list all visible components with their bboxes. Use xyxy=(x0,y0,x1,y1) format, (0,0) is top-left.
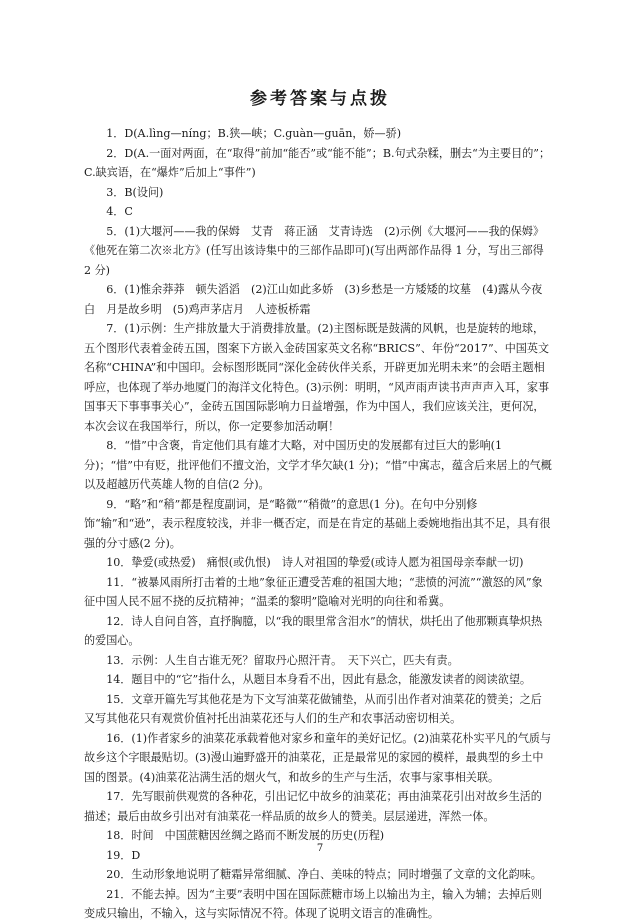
answer-item-10: 10．挚爱(或热爱) 痛恨(或仇恨) 诗人对祖国的挚爱(或诗人愿为祖国母亲奉献一切) xyxy=(106,556,524,569)
answer-item-7: 7．(1)示例：生产排放量大于消费排放量。(2)主图标既是鼓满的风帆，也是旋转的地球，五个图形代表着金砖五国，图案下方嵌入金砖国家英文名称“BRICS”、年份“2017”、中国英文名称“CHINA”和中国印。会标图形既同“深化金砖伙伴关系，开辟更加光明未来”的会晤主题相呼应，也体现了举办地厦门的海洋文化特色。(3)示例：明明，“风声雨声读书声声声入耳，家事国事天下事事事关心”，金砖五国国际影响力日益增强，作为中国人，我们应该关注，更何况，本次会议在我国举行，所以，你一定要参加活动啊！ xyxy=(84,322,550,433)
answer-item-15: 15．文章开篇先写其他花是为下文写油菜花做铺垫，从而引出作者对油菜花的赞美；之后又写其他花只有观赏价值衬托出油菜花还与人们的生产和农事活动密切相关。 xyxy=(84,692,542,725)
answer-item-16: 16．(1)作者家乡的油菜花承载着他对家乡和童年的美好记忆。(2)油菜花朴实平凡的气质与故乡这个字眼最贴切。(3)漫山遍野盛开的油菜花，正是最常见的家园的模样，最典型的乡土中国的图景。(4)油菜花沾满生活的烟火气，和故乡的生产与生活，农事与家事相关联。 xyxy=(84,731,552,784)
answer-item-6: 6．(1)惟余莽莽 顿失滔滔 (2)江山如此多娇 (3)乡愁是一方矮矮的坟墓 (4)露从今夜白 月是故乡明 (5)鸡声茅店月 人迹板桥霜 xyxy=(84,283,543,316)
answer-item-20: 20．生动形象地说明了糖霜异常细腻、净白、美味的特点；同时增强了文章的文化韵味。 xyxy=(106,868,542,881)
answer-item-2: 2．D(A.一面对两面，在“取得”前加“能否”或“能不能”；B.句式杂糅，删去“为主要目的”；C.缺宾语，在“爆炸”后加上“事件”) xyxy=(84,146,551,179)
answer-item-14: 14．题目中的“它”指什么，从题目本身看不出，因此有悬念，能激发读者的阅读欲望。 xyxy=(106,673,532,686)
answer-item-5: 5．(1)大堰河——我的保姆 艾青 蒋正涵 艾青诗选 (2)示例《大堰河——我的保姆》《他死在第二次※北方》(任写出该诗集中的三部作品即可)(写出两部作品得 1 分，写出三部得 2 分) xyxy=(84,224,545,277)
answer-item-9: 9．“略”和“稍”都是程度副词，是“略微”“稍微”的意思(1 分)。在句中分别修饰“输”和“逊”，表示程度较浅，并非一概否定，而是在肯定的基础上委婉地指出其不足，具有很强的分寸感(2 分)。 xyxy=(84,497,551,550)
answer-list xyxy=(84,124,552,924)
answer-item-8: 8．“惜”中含褒，肯定他们具有雄才大略，对中国历史的发展都有过巨大的影响(1 分)；“惜”中有贬，批评他们不擅文治，文学才华欠缺(1 分)；“惜”中寓志，蕴含后来居上的气概以及超越历代英雄人物的自信(2 分)。 xyxy=(84,439,552,491)
page-number: 7 xyxy=(316,843,324,854)
answer-item-21: 21．不能去掉。因为“主要”表明中国在国际蔗糖市场上以输出为主，输入为辅；去掉后则变成只输出，不输入，这与实际情况不符。体现了说明文语言的准确性。 xyxy=(84,887,543,920)
answer-item-4: 4．C xyxy=(106,205,133,218)
page-title: 参考答案与点拨 xyxy=(250,89,390,109)
answer-item-17: 17．先写眼前供观赏的各种花，引出记忆中故乡的油菜花；再由油菜花引出对故乡生活的描述；最后由故乡引出对有油菜花一样品质的故乡人的赞美。层层递进，浑然一体。 xyxy=(84,790,542,823)
answer-item-1: 1．D(A.lìng—níng；B.狭—峡；C.guàn—guān，娇—骄) xyxy=(106,127,402,140)
answer-item-12: 12．诗人自问自答，直抒胸臆，以“我的眼里常含泪水”的情状，烘托出了他那颗真挚炽热的爱国心。 xyxy=(84,614,543,647)
answer-item-19: 19．D xyxy=(106,848,141,862)
answer-item-11: 11．“被暴风雨所打击着的土地”象征正遭受苦难的祖国大地；“悲愤的河流”“激怒的风”象征中国人民不屈不挠的反抗精神；“温柔的黎明”隐喻对光明的向往和希冀。 xyxy=(84,575,543,608)
answer-item-18: 18．时间 中国蔗糖因丝绸之路而不断发展的历史(历程) xyxy=(106,829,385,842)
answer-item-13: 13．示例：人生自古谁无死？留取丹心照汗青。 天下兴亡，匹夫有责。 xyxy=(106,653,459,667)
answer-item-3: 3．B(设问) xyxy=(106,185,164,199)
